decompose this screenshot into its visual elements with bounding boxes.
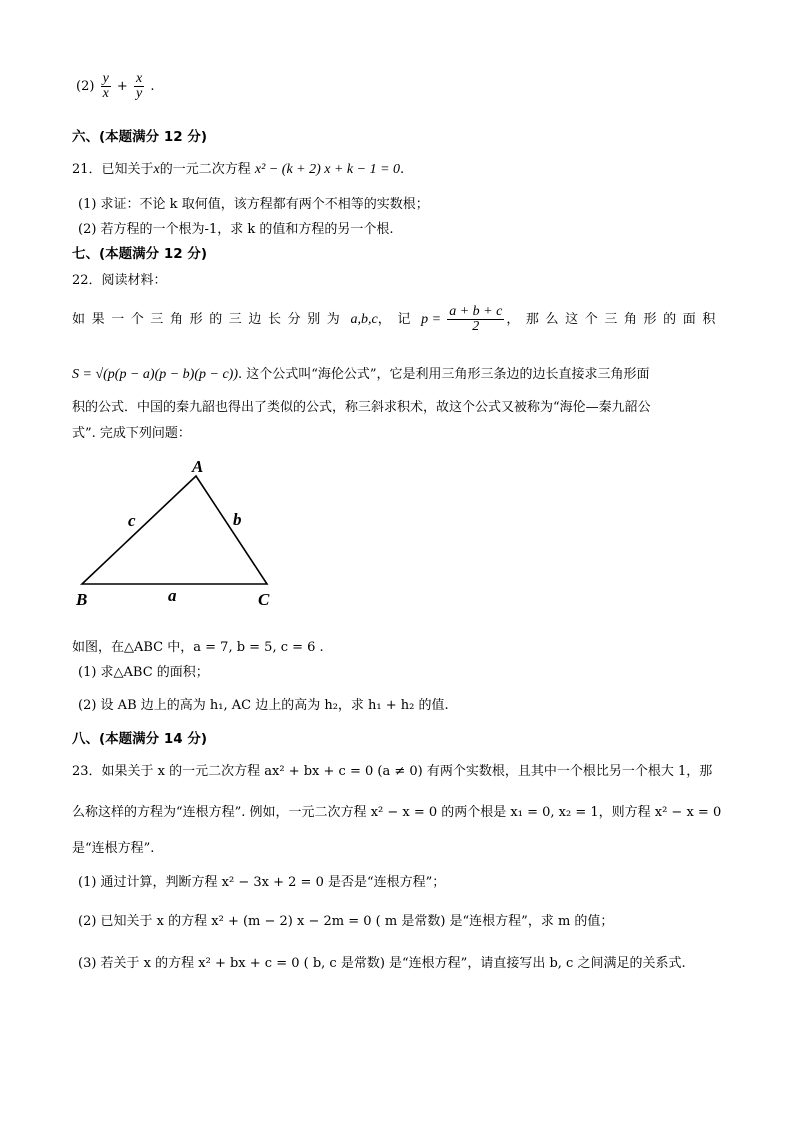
section-heading-8: 八、(本题满分 14 分) (72, 731, 208, 747)
q22-intro: 22．阅读材料： (72, 273, 167, 288)
vertex-label-c: C (258, 590, 270, 609)
triangle-figure (70, 450, 290, 610)
q23-part-1: (1) 通过计算，判断方程 x² − 3x + 2 = 0 是否是“连根方程”； (78, 875, 446, 890)
triangle-abc (82, 476, 267, 584)
section-heading-7: 七、(本题满分 12 分) (72, 246, 208, 262)
q22-line-1: 如果一个三角形的三边长分别为 a,b,c，记 p = $\frac{a + b + c}{2}$ ，那么这个三角形的面积 (72, 304, 722, 334)
q21-part-1: (1) 求证：不论 k 取何值，该方程都有两个不相等的实数根； (78, 197, 429, 212)
semi-perimeter-fraction: $\frac{a + b + c}{2}$ (449, 304, 503, 334)
q23-part-2: (2) 已知关于 x 的方程 x² + (m − 2) x − 2m = 0 ( m 是常数) 是“连根方程”，求 m 的值； (78, 914, 614, 929)
q23-line-3: 是“连根方程”. (72, 841, 155, 856)
q23-line-2: 么称这样的方程为“连根方程”. 例如，一元二次方程 x² − x = 0 的两个根是 x₁ = 0, x₂ = 1，则方程 x² − x = 0 (72, 805, 722, 820)
q22-line-4: 式”. 完成下列问题： (72, 426, 191, 441)
heron-formula: S = √(p(p − a)(p − b)(p − c)) (72, 367, 238, 382)
fraction-x-over-y: $\frac{x}{y}$ (135, 71, 143, 101)
side-label-a: a (168, 586, 177, 605)
side-label-c: c (128, 511, 136, 530)
q22-given: 如图，在△ABC 中，a = 7, b = 5, c = 6 . (72, 640, 324, 655)
q22-part-2: (2) 设 AB 边上的高为 h₁, AC 边上的高为 h₂，求 h₁ + h₂ 的值. (78, 698, 449, 713)
q22-part-1: (1) 求△ABC 的面积； (78, 665, 209, 680)
section-heading-6: 六、(本题满分 12 分) (72, 129, 208, 145)
q21-part-2: (2) 若方程的一个根为-1，求 k 的值和方程的另一个根. (78, 222, 394, 237)
q21-stem: 21．已知关于x的一元二次方程 x² − (k + 2) x + k − 1 = 0. (72, 162, 405, 177)
q21-equation: x² − (k + 2) x + k − 1 = 0 (254, 162, 401, 177)
vertex-label-a: A (192, 457, 204, 476)
q22-line-3: 积的公式．中国的秦九韶也得出了类似的公式，称三斜求积术，故这个公式又被称为“海伦—秦九韶公 (72, 400, 651, 415)
q22-line-2: S = √(p(p − a)(p − b)(p − c)). 这个公式叫“海伦公式”，它是利用三角形三条边的边长直接求三角形面 (72, 367, 650, 382)
prev-item-2: (2) $\frac{y}{x}$ + $\frac{x}{y}$ . (76, 71, 155, 101)
q23-part-3: (3) 若关于 x 的方程 x² + bx + c = 0 ( b, c 是常数) 是“连根方程”，请直接写出 b, c 之间满足的关系式. (78, 956, 686, 971)
side-label-b: b (233, 510, 242, 529)
vertex-label-b: B (76, 590, 88, 609)
fraction-y-over-x: $\frac{y}{x}$ (102, 71, 109, 101)
q23-line-1: 23．如果关于 x 的一元二次方程 ax² + bx + c = 0 (a ≠ 0) 有两个实数根，且其中一个根比另一个根大 1，那 (72, 764, 713, 779)
item-label: (2) (76, 79, 95, 94)
